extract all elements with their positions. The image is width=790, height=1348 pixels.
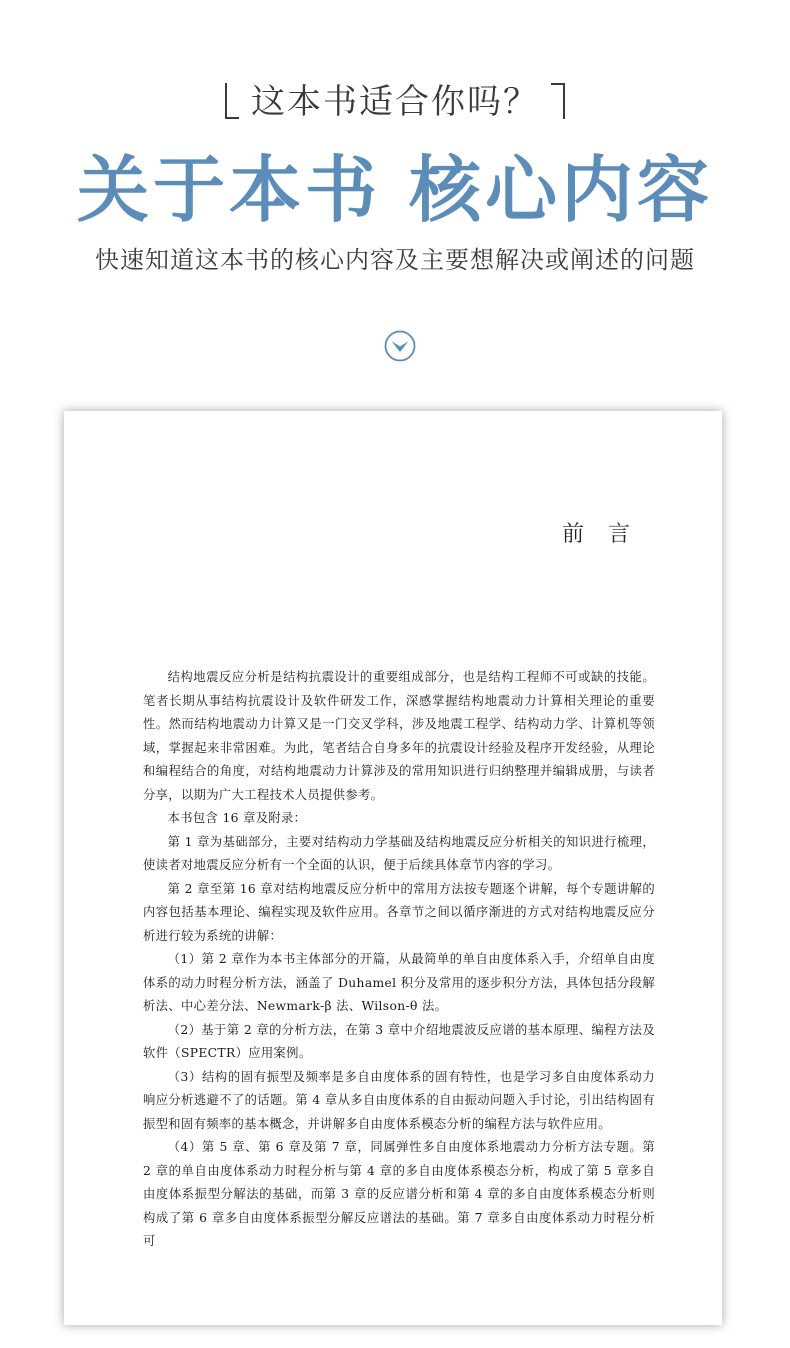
preface-paragraph: 本书包含 16 章及附录： [167, 811, 307, 825]
preface-paragraph: 第 2 章至第 16 章对结构地震反应分析中的常用方法按专题逐个讲解，每个专题讲解的内容包括基本理论、编程实现及软件应用。各章节之间以循序渐进的方式对结构地震反应分析进行较为系统的讲解： [143, 881, 655, 943]
preface-paragraph: （4）第 5 章、第 6 章及第 7 章，同属弹性多自由度体系地震动力分析方法专题。第 2 章的单自由度体系动力时程分析与第 4 章的多自由度体系模态分析，构成了第 5 章多自由度体系振型分解法的基础，而第 3 章的反应谱分析和第 4 章的多自由度体系模态分析则构成了第 6 章多自由度体系振型分解反应谱法的基础。第 7 章多自由度体系动力时程分析可 [143, 1140, 655, 1248]
question-text: 这本书适合你吗？ [251, 82, 539, 122]
preface-paragraph: 结构地震反应分析是结构抗震设计的重要组成部分，也是结构工程师不可或缺的技能。笔者长期从事结构抗震设计及软件研发工作，深感掌握结构地震动力计算相关理论的重要性。然而结构地震动力计算又是一门交叉学科，涉及地震工程学、结构动力学、计算机等领域，掌握起来非常困难。为此，笔者结合自身多年的抗震设计经验及程序开发经验，从理论和编程结合的角度，对结构地震动力计算涉及的常用知识进行归纳整理并编辑成册，与读者分享，以期为广大工程技术人员提供参考。 [143, 670, 655, 802]
subtitle: 快速知道这本书的核心内容及主要想解决或阐述的问题 [95, 246, 695, 274]
left-bracket-decoration [225, 83, 239, 119]
preface-paragraph: 第 1 章为基础部分，主要对结构动力学基础及结构地震反应分析相关的知识进行梳理，使读者对地震反应分析有一个全面的认识，便于后续具体章节内容的学习。 [143, 834, 655, 872]
main-title [0, 142, 790, 238]
preface-heading: 前言 [562, 522, 655, 547]
right-bracket-decoration [551, 83, 565, 119]
chevron-down-circle-icon[interactable] [384, 330, 416, 362]
preface-paragraph: （3）结构的固有振型及频率是多自由度体系的固有特性，也是学习多自由度体系动力响应分析逃避不了的话题。第 4 章从多自由度体系的自由振动问题入手讨论，引出结构固有振型和固有频率的基本概念，并讲解多自由度体系模态分析的编程方法与软件应用。 [143, 1069, 655, 1131]
preface-paragraph: （1）第 2 章作为本书主体部分的开篇，从最简单的单自由度体系入手，介绍单自由度体系的动力时程分析方法，涵盖了 Duhamel 积分及常用的逐步积分方法，具体包括分段解析法、中心差分法、Newmark-β 法、Wilson-θ 法。 [143, 952, 655, 1013]
preface-paragraph: （2）基于第 2 章的分析方法，在第 3 章中介绍地震波反应谱的基本原理、编程方法及软件（SPECTR）应用案例。 [143, 1022, 655, 1060]
title-core-content: 核心内容 [409, 147, 714, 232]
preface-body [143, 666, 655, 1254]
header-question [0, 78, 790, 126]
title-about-book: 关于本书 [76, 147, 381, 232]
